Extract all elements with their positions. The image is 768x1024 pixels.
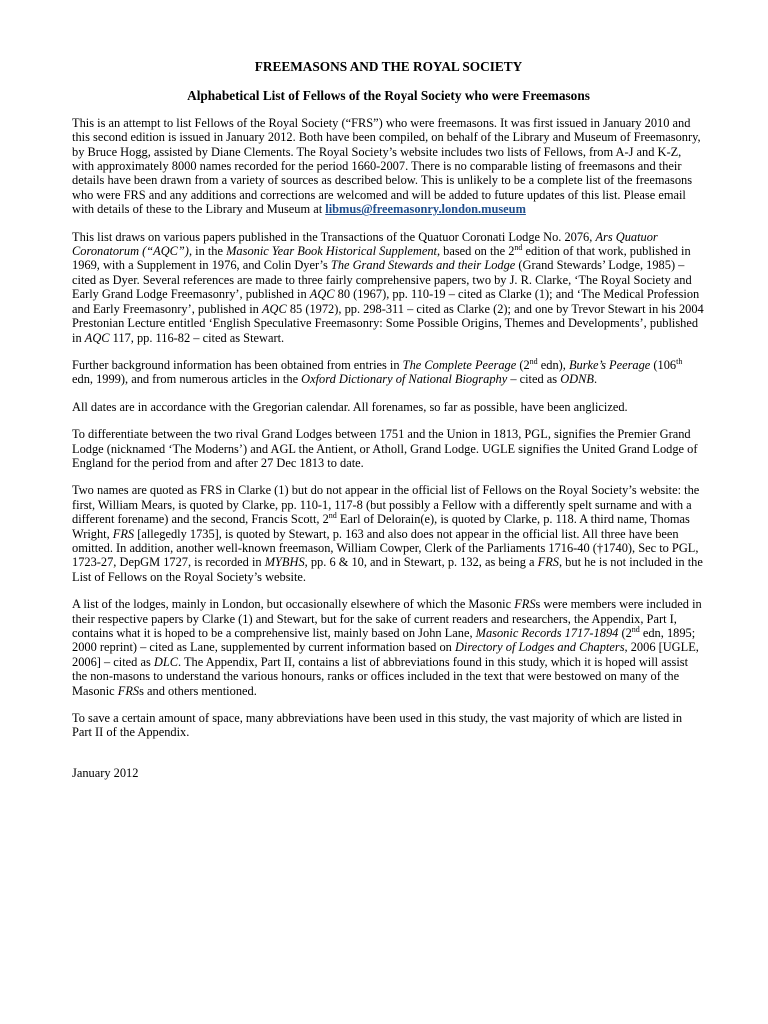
document-subtitle: Alphabetical List of Fellows of the Royal Society who were Freemasons (187, 88, 590, 104)
aqc-title: Ars Quatuor Coronatorum (“AQC”) (72, 229, 658, 259)
gsl-title: The Grand Stewards and their Lodge (330, 258, 516, 273)
email-link[interactable]: libmus@freemasonry.london.museum (325, 202, 526, 217)
omitted-names-paragraph: Two names are quoted as FRS in Clarke (1) but do not appear in the official list of Fellows on the Royal Society’s website: the first, William Mears, is quoted by Clarke, pp. 110-1, 117-8 (but possibly a Fellow with a differently spelt surname and with a different forename) and the second, Francis Scott, 2nd Earl of Delorain(e), is quoted by Clarke, p. 118. A third name, Thomas Wright, FRS [allegedly 1735], is quoted by Stewart, p. 163 and also does not appear in the official list. All three have been omitted. In addition, another well-known freemason, William Cowper, Clerk of the Parliaments 1716-40 (†1740), Sec to PGL, 1723-27, DepGM 1727, is recorded in MYBHS, pp. 6 & 10, and in Stewart, p. 132, as being a FRS, but he is not included in the List of Fellows on the Royal Society’s website. (72, 483, 703, 584)
dates-paragraph: All dates are in accordance with the Gregorian calendar. All forenames, so far as possible, have been anglicized. (72, 399, 628, 414)
sources-paragraph: This list draws on various papers published in the Transactions of the Quatuor Coronati Lodge No. 2076, Ars Quatuor Coronatorum (“AQC”), in the Masonic Year Book Historical Supplement, based on the 2nd edition of that work, published in 1969, with a Supplement in 1976, and Colin Dyer’s The Grand Stewards and their Lodge (Grand Stewards’ Lodge, 1985) – cited as Dyer. Several references are made to three fairly comprehensive papers, two by J. R. Clarke, ‘The Royal Society and Early Grand Lodge Freemasonry’, published in AQC 80 (1967), pp. 110-19 – cited as Clarke (1); and ‘The Medical Profession and Early Freemasonry’, published in AQC 85 (1972), pp. 298-311 – cited as Clarke (2); and one by Trevor Stewart in his 2004 Prestonian Lecture entitled ‘English Speculative Freemasonry: Some Possible Origins, Themes and Developments’, published in AQC 117, pp. 116-82 – cited as Stewart. (72, 229, 704, 345)
document-page (72, 60, 705, 793)
background-paragraph: Further background information has been obtained from entries in The Complete Peerage (2nd edn), Burke’s Peerage (106th edn, 1999), and from numerous articles in the Oxford Dictionary of National Biography – cited as ODNB. (72, 356, 683, 387)
document-date: January 2012 (72, 765, 139, 780)
abbreviations-paragraph: To save a certain amount of space, many abbreviations have been used in this study, the vast majority of which are listed in Part II of the Appendix. (72, 711, 683, 740)
document-title: FREEMASONS AND THE ROYAL SOCIETY (254, 59, 523, 74)
intro-paragraph: This is an attempt to list Fellows of the Royal Society (“FRS”) who were freemasons. It was first issued in January 2010 and this second edition is issued in January 2012. Both have been compiled, on behalf of the Library and Museum of Freemasonry, by Bruce Hogg, assisted by Diane Clements. The Royal Society’s website includes two lists of Fellows, from A-J and K-Z, with approximately 8000 names recorded for the period 1660-2007. There is no comparable listing of freemasons and their details have been drawn from a variety of sources as described below. This is unlikely to be a complete list of the freemasons who were FRS and any additions and corrections are welcomed and will be added to future updates of this list. Please email with details of these to the Library and Museum at libmus@freemasonry.london.museum (72, 115, 701, 217)
lodges-paragraph: A list of the lodges, mainly in London, but occasionally elsewhere of which the Masonic FRSs were members were included in their respective papers by Clarke (1) and Stewart, but for the sake of current readers and researchers, the Appendix, Part I, contains what it is hoped to be a comprehensive list, mainly based on John Lane, Masonic Records 1717-1894 (2nd edn, 1895; 2000 reprint) – cited as Lane, supplemented by current information based on Directory of Lodges and Chapters, 2006 [UGLE, 2006] – cited as DLC. The Appendix, Part II, contains a list of abbreviations found in this study, which it is hoped will assist the non-masons to understand the various honours, ranks or offices included in the text that were bestowed on many of the Masonic FRSs and others mentioned. (72, 597, 702, 698)
myb-title: Masonic Year Book Historical Supplement (226, 244, 437, 259)
grand-lodges-paragraph: To differentiate between the two rival Grand Lodges between 1751 and the Union in 1813, PGL, signifies the Premier Grand Lodge (nicknamed ‘The Moderns’) and AGL the Antient, or Atholl, Grand Lodge. UGLE signifies the United Grand Lodge of England for the period from and after 27 Dec 1813 to date. (72, 427, 698, 470)
